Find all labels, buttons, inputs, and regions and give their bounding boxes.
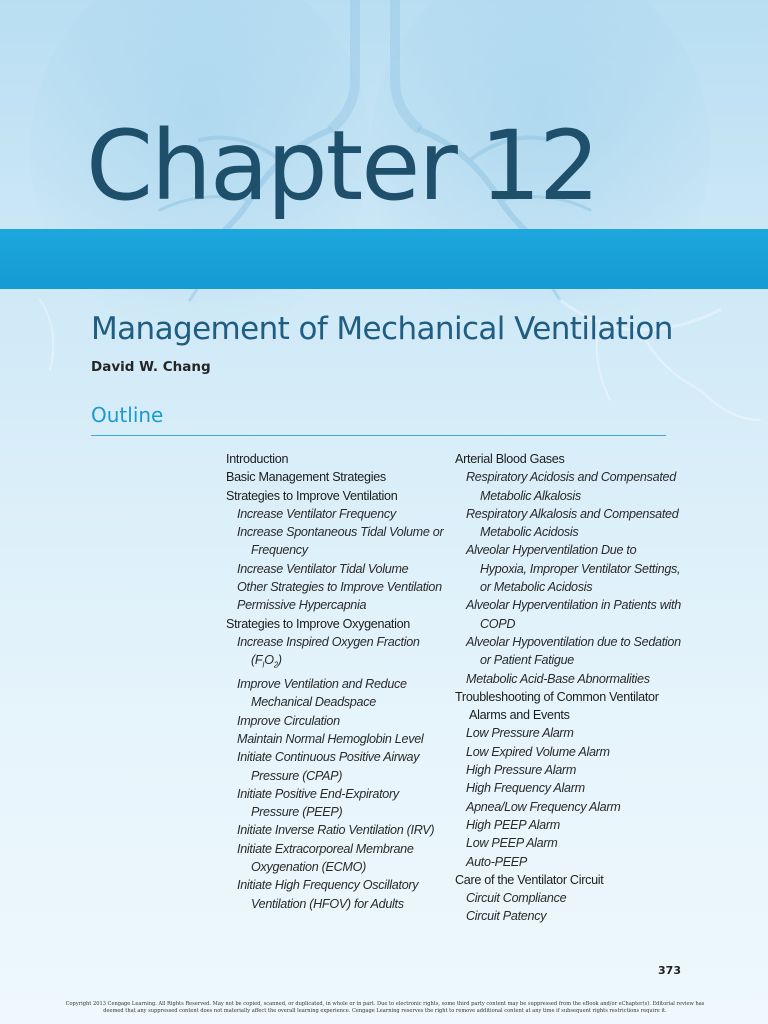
outline-item-right-10: High Pressure Alarm	[466, 763, 577, 778]
page-number: 373	[658, 964, 681, 977]
outline-item-left-16: Initiate Extracorporeal Membrane Oxygenation (ECMO)	[237, 841, 414, 875]
outline-item-right-0: Arterial Blood Gases	[455, 452, 565, 466]
outline-item-right-8: Low Pressure Alarm	[466, 726, 574, 741]
author-name: David W. Chang	[91, 359, 211, 375]
outline-item-right-15: Auto-PEEP	[466, 854, 528, 869]
outline-column-left	[226, 450, 446, 913]
outline-item-right-16: Care of the Ventilator Circuit	[455, 872, 604, 887]
outline-item-right-2: Respiratory Alkalosis and Compensated Metabolic Acidosis	[466, 506, 679, 540]
chapter-subtitle: Management of Mechanical Ventilation	[91, 311, 673, 347]
outline-item-right-14: Low PEEP Alarm	[466, 836, 558, 851]
outline-item-left-3: Increase Ventilator Frequency	[237, 506, 396, 521]
outline-item-left-10: Improve Ventilation and Reduce Mechanical Deadspace	[237, 677, 407, 710]
outline-column-right	[455, 450, 685, 926]
outline-item-right-9: Low Expired Volume Alarm	[466, 744, 610, 759]
outline-item-left-4: Increase Spontaneous Tidal Volume or Frequency	[237, 525, 444, 558]
outline-item-left-13: Initiate Continuous Positive Airway Pressure (CPAP)	[237, 750, 420, 783]
outline-item-left-17: Initiate High Frequency Oscillatory Ventilation (HFOV) for Adults	[237, 878, 419, 911]
outline-heading: Outline	[91, 403, 164, 427]
outline-item-right-6: Metabolic Acid-Base Abnormalities	[466, 671, 650, 686]
outline-item-right-5: Alveolar Hypoventilation due to Sedation or Patient Fatigue	[466, 634, 681, 668]
outline-item-right-18: Circuit Patency	[466, 909, 547, 924]
outline-item-right-3: Alveolar Hyperventilation Due to Hypoxia, Improper Ventilator Settings, or Metabolic Acidosis	[466, 543, 681, 595]
outline-item-left-7: Permissive Hypercapnia	[237, 598, 367, 613]
outline-item-left-14: Initiate Positive End-Expiratory Pressure (PEEP)	[237, 786, 399, 820]
outline-item-left-0: Introduction	[226, 452, 289, 466]
outline-divider	[91, 435, 666, 436]
outline-item-right-13: High PEEP Alarm	[466, 817, 560, 832]
outline-item-left-15: Initiate Inverse Ratio Ventilation (IRV)	[237, 823, 435, 838]
outline-item-right-4: Alveolar Hyperventilation in Patients with COPD	[466, 598, 681, 631]
outline-item-right-7: Troubleshooting of Common Ventilator Alarms and Events	[455, 689, 659, 723]
outline-item-right-12: Apnea/Low Frequency Alarm	[466, 799, 621, 814]
copyright-notice: Copyright 2013 Cengage Learning. All Rights Reserved. May not be copied, scanned, or duplicated, in whole or in part. Due to electronic rights, some third party content may be suppressed from the eBook and/or eChapter(s). Editorial review has deemed that any suppressed content does not materially affect the overall learning experience. Cengage Learning reserves the right to remove additional content at any time if subsequent rights restrictions require it.	[65, 1001, 705, 1014]
outline-item-right-11: High Frequency Alarm	[466, 781, 585, 796]
outline-item-left-8: Strategies to Improve Oxygenation	[226, 616, 411, 631]
outline-item-left-12: Maintain Normal Hemoglobin Level	[237, 731, 424, 746]
chapter-word: Chapter	[86, 110, 456, 222]
outline-item-left-2: Strategies to Improve Ventilation	[226, 488, 398, 503]
outline-item-left-11: Improve Circulation	[237, 713, 340, 728]
outline-item-right-17: Circuit Compliance	[466, 891, 567, 906]
chapter-number: 12	[479, 110, 598, 222]
outline-item-left-9: Increase Inspired Oxygen Fraction $(F_IO_2)$	[237, 634, 420, 670]
chapter-title	[86, 110, 598, 222]
outline-item-left-6: Other Strategies to Improve Ventilation	[237, 580, 442, 595]
chapter-band	[0, 229, 768, 289]
outline-item-left-5: Increase Ventilator Tidal Volume	[237, 561, 409, 576]
outline-item-right-1: Respiratory Acidosis and Compensated Metabolic Alkalosis	[466, 470, 676, 503]
outline-item-left-1: Basic Management Strategies	[226, 470, 386, 485]
